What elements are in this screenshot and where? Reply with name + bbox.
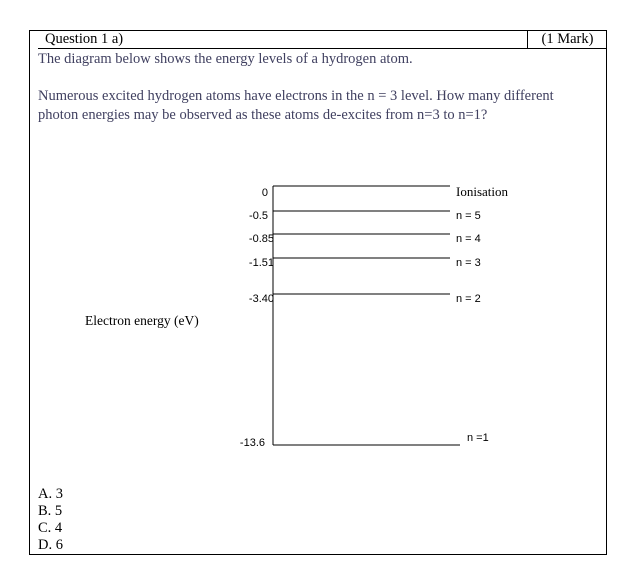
option-b[interactable]: B. 5 <box>38 503 63 519</box>
level-label-n5: n = 5 <box>456 210 481 222</box>
question-text-line-1: Numerous excited hydrogen atoms have electrons in the n = 3 level. How many different <box>38 88 554 104</box>
option-d[interactable]: D. 6 <box>38 537 63 553</box>
question-text-line-2: photon energies may be observed as these atoms de-excites from n=3 to n=1? <box>38 107 488 123</box>
answer-options <box>38 486 63 554</box>
level-label-n3: n = 3 <box>456 257 481 269</box>
energy-value-n4: -0.85 <box>248 233 274 245</box>
level-label-n1: n =1 <box>467 432 489 444</box>
level-label-n4: n = 4 <box>456 233 481 245</box>
marks-badge: (1 Mark) <box>527 30 607 48</box>
option-a[interactable]: A. 3 <box>38 486 63 502</box>
question-title: Question 1 a) <box>45 31 124 47</box>
axis-label: Electron energy (eV) <box>85 313 199 328</box>
energy-value-n5: -0.5 <box>249 210 268 222</box>
energy-value-n3: -1.51 <box>248 257 274 269</box>
option-c[interactable]: C. 4 <box>38 520 63 536</box>
level-label-ionisation: Ionisation <box>456 184 508 199</box>
energy-value-0: 0 <box>261 187 268 199</box>
level-label-n2: n = 2 <box>456 293 481 305</box>
energy-value-n2: -3.40 <box>248 293 274 305</box>
energy-value-n1: -13.6 <box>239 437 265 449</box>
question-intro: The diagram below shows the energy levels of a hydrogen atom. <box>38 51 413 67</box>
